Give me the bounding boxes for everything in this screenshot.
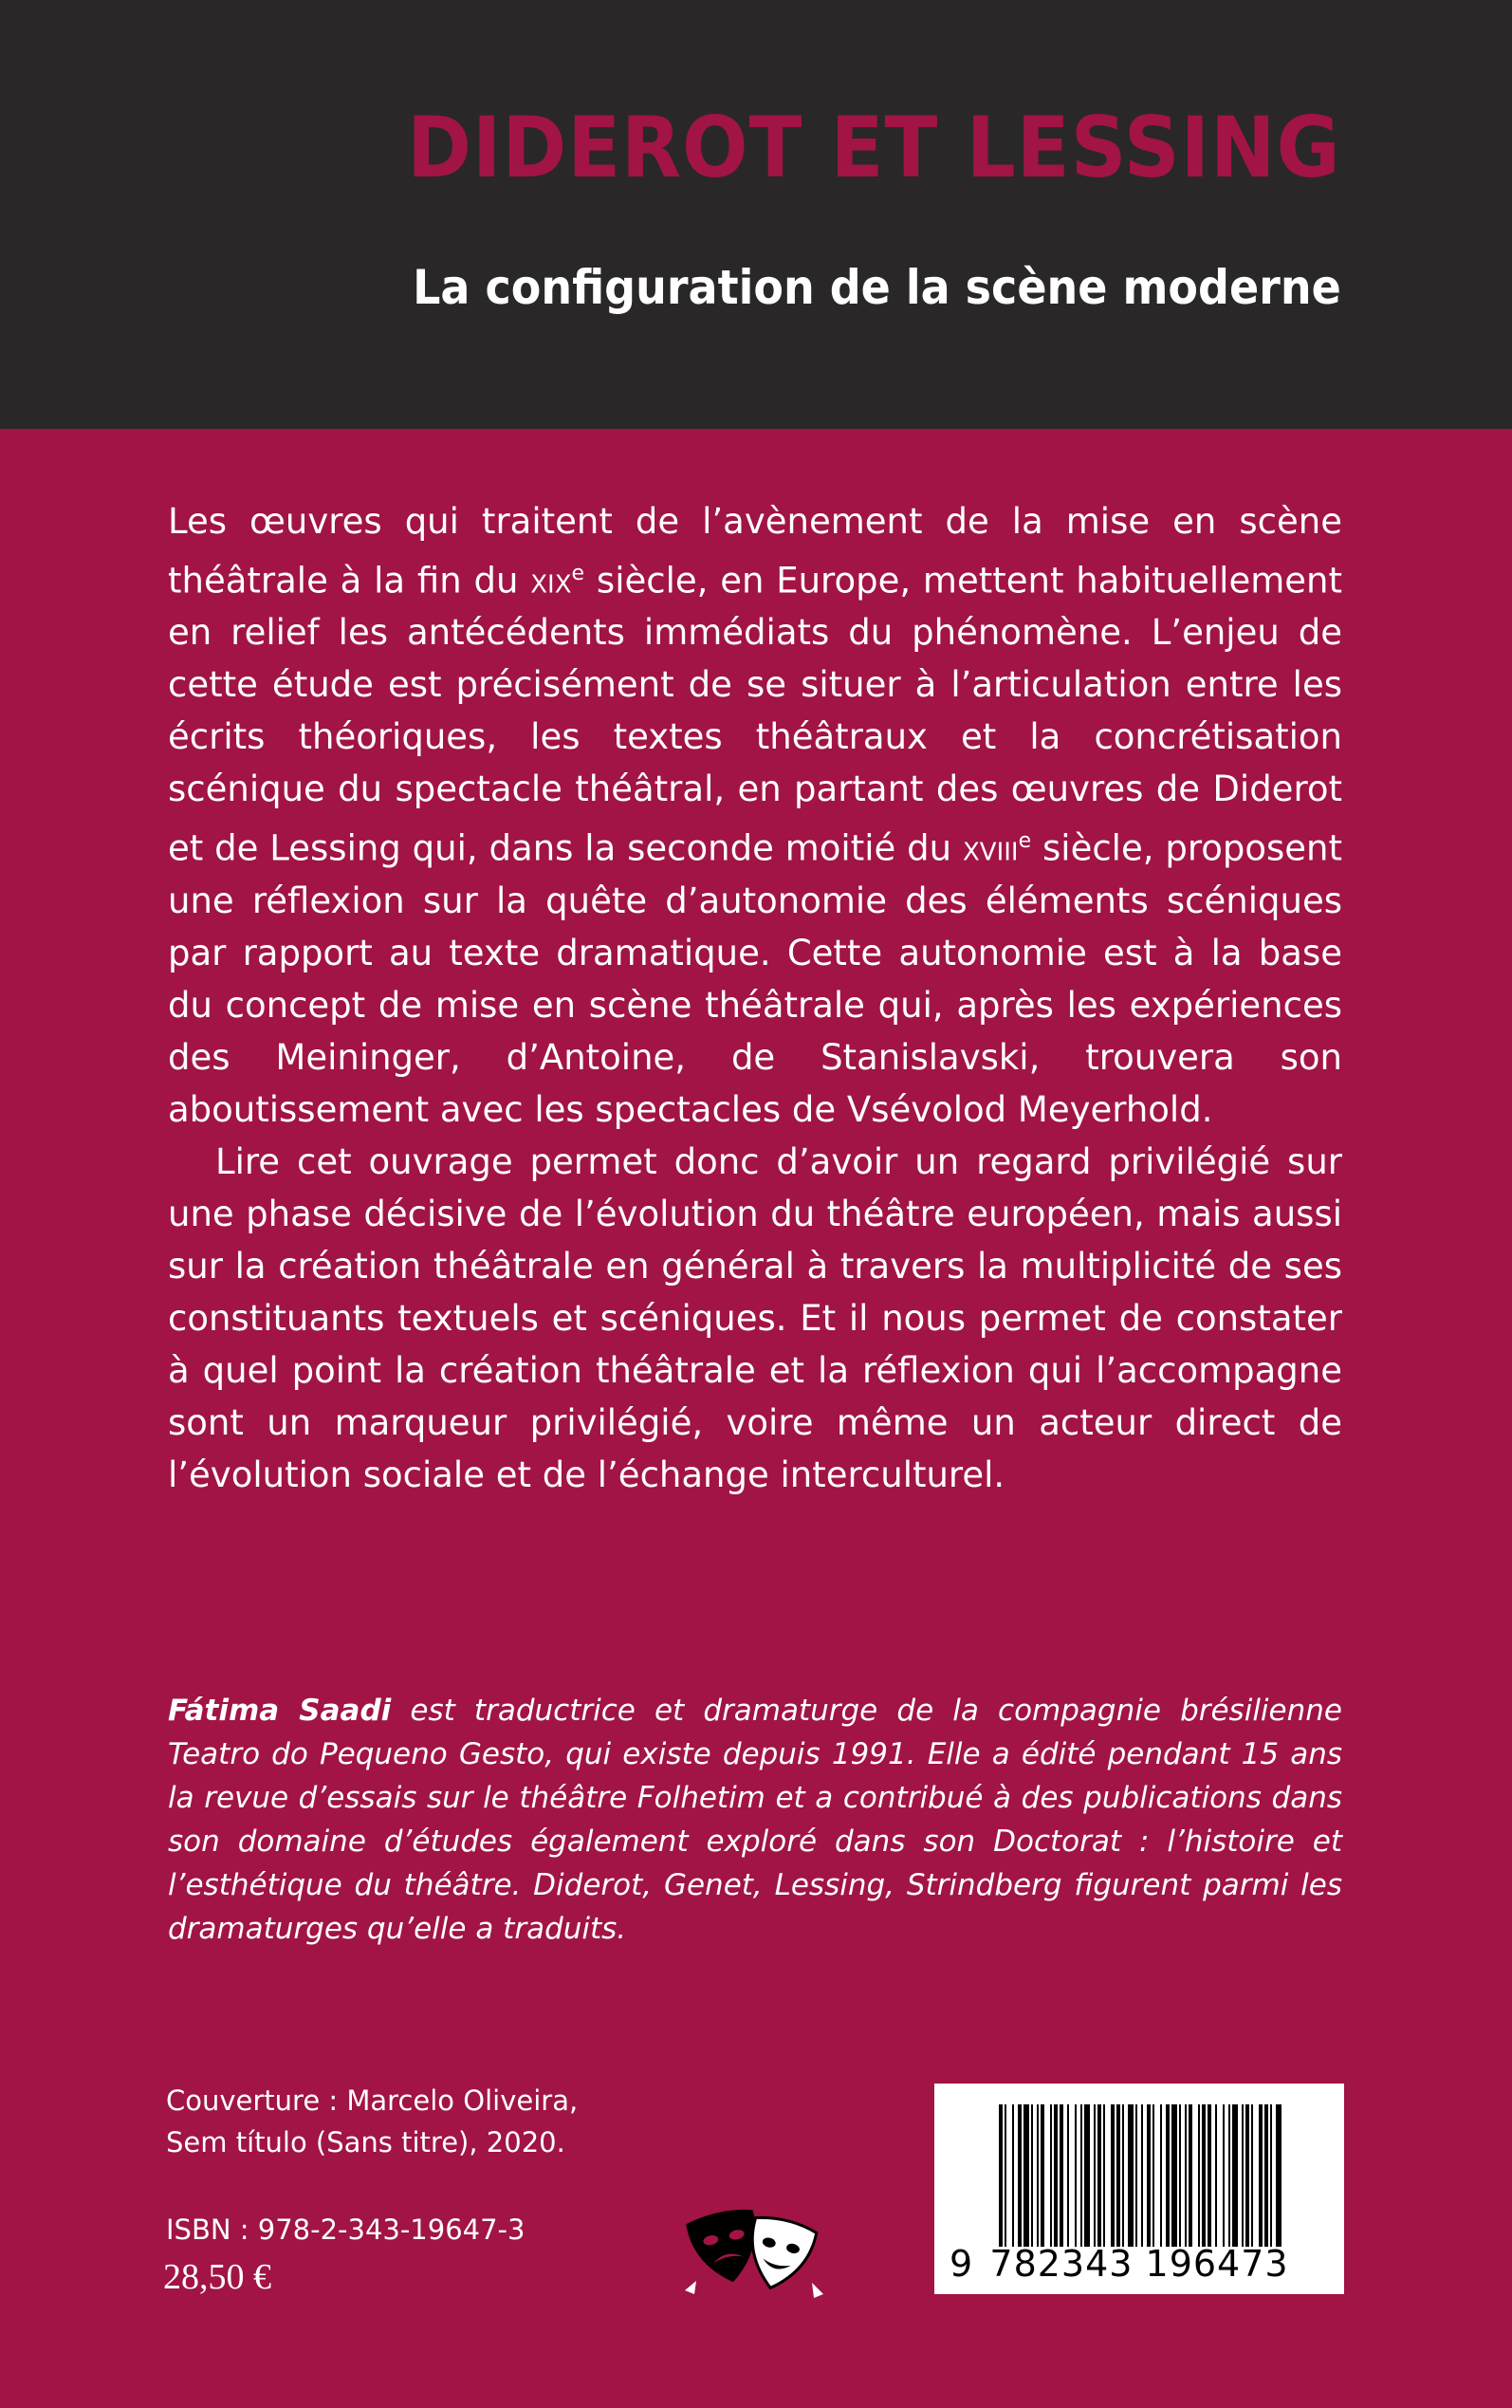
- barcode-bar: [1179, 2104, 1181, 2247]
- barcode-digits: 782343 196473: [989, 2243, 1289, 2285]
- cover-credits: [166, 2080, 578, 2163]
- barcode-bar: [1245, 2104, 1249, 2247]
- author-name: Fátima Saadi: [168, 1694, 392, 1728]
- barcode-bar: [1122, 2104, 1124, 2247]
- credits-line-2: Sem título (Sans titre), 2020.: [166, 2126, 565, 2158]
- barcode-bar: [1018, 2104, 1022, 2247]
- barcode-bar: [1232, 2104, 1238, 2247]
- barcode-bar: [1037, 2104, 1039, 2247]
- summary-paragraph-2: Lire cet ouvrage permet donc d’avoir un regard privilégié sur une phase décisive de l’évolution du théâtre européen, mais aussi sur la création théâtrale en général à travers la multiplicité de ses constituants textuels et scéniques. Et il nous permet de constater à quel point la création théâtrale et la réflexion qui l’accompagne sont un marqueur privilégié, voire même un acteur direct de l’évolution sociale et de l’échange interculturel.: [168, 1140, 1342, 1495]
- barcode-bar: [1080, 2104, 1082, 2247]
- credits-line-1: Couverture : Marcelo Oliveira,: [166, 2084, 579, 2117]
- barcode-bar: [1141, 2104, 1143, 2247]
- barcode-bar: [1166, 2104, 1170, 2247]
- barcode-bar: [999, 2104, 1003, 2247]
- barcode: [934, 2084, 1344, 2294]
- barcode-bar: [1276, 2104, 1282, 2247]
- barcode-bar: [1031, 2104, 1033, 2247]
- author-bio: [168, 1689, 1342, 1951]
- barcode-bar: [1116, 2104, 1120, 2247]
- barcode-icon: [999, 2104, 1283, 2247]
- barcode-bar: [1171, 2104, 1177, 2247]
- barcode-bar: [1223, 2104, 1225, 2247]
- barcode-bar: [1075, 2104, 1077, 2247]
- barcode-bar: [1084, 2104, 1090, 2247]
- summary-text: [168, 495, 1342, 1501]
- barcode-bar: [1111, 2104, 1115, 2247]
- author-bio-text: est traductrice et dramaturge de la compagnie brésilienne Teatro do Pequeno Gesto, qui existe depuis 1991. Elle a édité pendant 15 ans la revue d’essais sur le théâtre Folhetim et a contribué à des publications dans son domaine d’études également exploré dans son Doctorat : l’histoire et l’esthétique du théâtre. Diderot, Genet, Lessing, Strindberg figurent parmi les dramaturges qu’elle a traduits.: [168, 1694, 1342, 1946]
- barcode-bar: [1012, 2104, 1014, 2247]
- summary-paragraph-1: Les œuvres qui traitent de l’avènement de la mise en scène théâtrale à la fin du xix$^e$ siècle, en Europe, mettent habituellement en relief les antécédents immédiats du phénomène. L’enjeu de cette étude est précisément de se situer à l’articulation entre les écrits théoriques, les textes théâtraux et la concrétisation scénique du spectacle théâtral, en partant des œuvres de Diderot et de Lessing qui, dans la seconde moitié du xviii$^e$ siècle, proposent une réflexion sur la quête d’autonomie des éléments scéniques par rapport au texte dramatique. Cette autonomie est à la base du concept de mise en scène théâtrale qui, après les expériences des Meininger, d’Antoine, de Stanislavski, trouvera son aboutissement avec les spectacles de Vsévolod Meyerhold.: [168, 501, 1343, 1130]
- barcode-bar: [1202, 2104, 1206, 2247]
- barcode-bar: [1208, 2104, 1211, 2247]
- barcode-bar: [1067, 2104, 1069, 2247]
- book-subtitle: La configuration de la scène moderne: [413, 260, 1341, 315]
- barcode-bar: [1264, 2104, 1268, 2247]
- barcode-bar: [1060, 2104, 1063, 2247]
- barcode-bar: [1128, 2104, 1134, 2247]
- barcode-bar: [1054, 2104, 1058, 2247]
- header-band: [0, 0, 1512, 429]
- barcode-bar: [1160, 2104, 1162, 2247]
- isbn: ISBN : 978-2-343-19647-3: [166, 2214, 526, 2246]
- price: 28,50 €: [163, 2257, 271, 2297]
- barcode-bar: [1270, 2104, 1272, 2247]
- barcode-lead-digit: 9: [950, 2243, 973, 2285]
- barcode-bar: [1094, 2104, 1096, 2247]
- barcode-bar: [1242, 2104, 1244, 2247]
- book-title: DIDEROT ET LESSING: [407, 99, 1341, 196]
- barcode-bar: [1023, 2104, 1029, 2247]
- barcode-bar: [1041, 2104, 1044, 2247]
- barcode-bar: [1189, 2104, 1192, 2247]
- barcode-bar: [1135, 2104, 1137, 2247]
- barcode-bar: [1103, 2104, 1105, 2247]
- barcode-bar: [1259, 2104, 1263, 2247]
- barcode-bar: [1050, 2104, 1052, 2247]
- barcode-bar: [1152, 2104, 1154, 2247]
- barcode-bar: [1147, 2104, 1151, 2247]
- barcode-bar: [1097, 2104, 1101, 2247]
- barcode-bar: [1228, 2104, 1230, 2247]
- theater-masks-icon: [683, 2199, 825, 2304]
- barcode-bar: [1005, 2104, 1006, 2247]
- barcode-bar: [1198, 2104, 1200, 2247]
- barcode-bar: [1185, 2104, 1187, 2247]
- barcode-bar: [1251, 2104, 1253, 2247]
- barcode-bar: [1215, 2104, 1217, 2247]
